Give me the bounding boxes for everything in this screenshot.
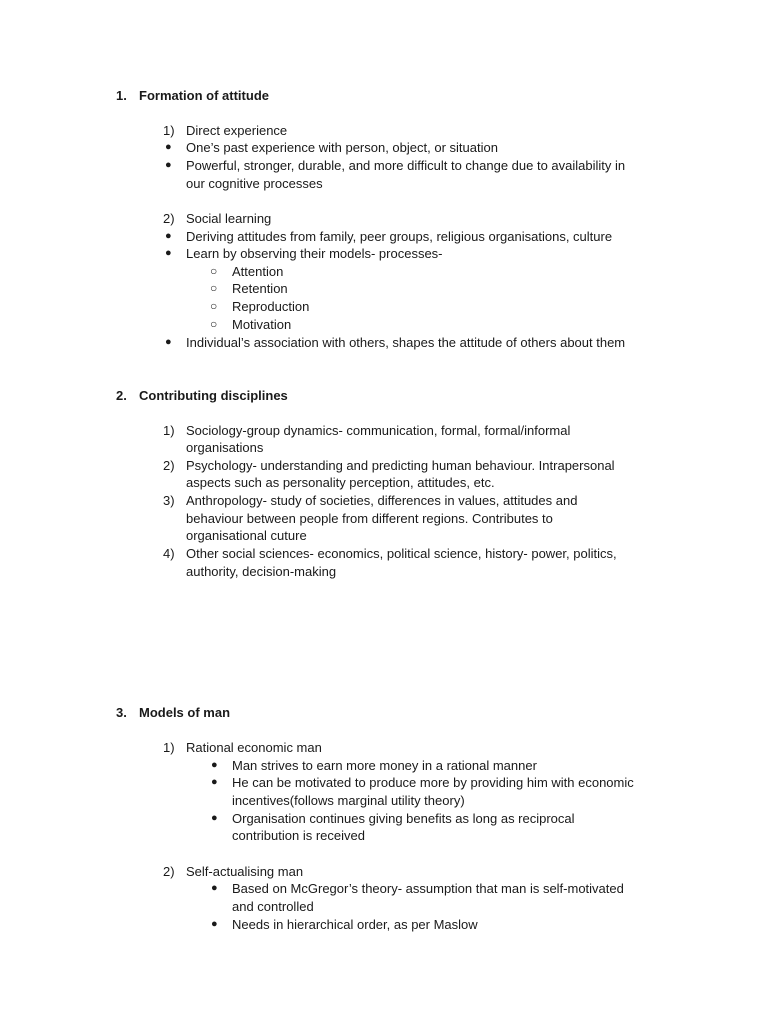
section-number: 2. — [116, 388, 127, 403]
bullet-text: Organisation continues giving benefits as long as reciprocal — [232, 811, 575, 826]
list-item-text: aspects such as personality perception, attitudes, etc. — [186, 475, 495, 490]
list-item-text: Sociology-group dynamics- communication, formal, formal/informal — [186, 423, 571, 438]
bullet-marker: ● — [211, 918, 218, 930]
section-number: 3. — [116, 705, 127, 720]
subsection-title: Self-actualising man — [186, 864, 304, 879]
bullet-marker: ● — [211, 882, 218, 894]
list-item-text: organisational cuture — [186, 528, 307, 543]
bullet-marker: ● — [165, 141, 172, 153]
list-number: 2) — [163, 864, 175, 879]
circle-marker: ○ — [210, 317, 218, 331]
circle-marker: ○ — [210, 299, 218, 313]
list-number: 4) — [163, 546, 175, 561]
list-number: 2) — [163, 211, 175, 226]
list-item-text: organisations — [186, 440, 264, 455]
list-item-text: Anthropology- study of societies, differences in values, attitudes and — [186, 493, 578, 508]
list-number: 1) — [163, 423, 175, 438]
bullet-text: and controlled — [232, 899, 314, 914]
section-number: 1. — [116, 88, 127, 103]
bullet-text: Deriving attitudes from family, peer groups, religious organisations, culture — [186, 229, 613, 244]
list-item-text: behaviour between people from different regions. Contributes to — [186, 511, 553, 526]
list-number: 1) — [163, 740, 175, 755]
list-item-text: Other social sciences- economics, political science, history- power, politics, — [186, 546, 617, 561]
list-number: 3) — [163, 493, 175, 508]
bullet-text: Needs in hierarchical order, as per Maslow — [232, 917, 478, 932]
section-title: Contributing disciplines — [139, 388, 288, 403]
sub-bullet-text: Attention — [232, 264, 284, 279]
bullet-marker: ● — [211, 759, 218, 771]
bullet-marker: ● — [165, 336, 172, 348]
list-number: 1) — [163, 123, 175, 138]
circle-marker: ○ — [210, 264, 218, 278]
circle-marker: ○ — [210, 281, 218, 295]
subsection-title: Direct experience — [186, 123, 288, 138]
bullet-marker: ● — [211, 812, 218, 824]
bullet-text: contribution is received — [232, 828, 365, 843]
sub-bullet-text: Reproduction — [232, 299, 310, 314]
subsection-title: Social learning — [186, 211, 272, 226]
list-item-text: Psychology- understanding and predicting human behaviour. Intrapersonal — [186, 458, 615, 473]
bullet-text: our cognitive processes — [186, 176, 323, 191]
sub-bullet-text: Motivation — [232, 317, 292, 332]
bullet-text: One’s past experience with person, object, or situation — [186, 140, 498, 155]
bullet-text: incentives(follows marginal utility theory) — [232, 793, 465, 808]
subsection-title: Rational economic man — [186, 740, 322, 755]
bullet-text: Powerful, stronger, durable, and more difficult to change due to availability in — [186, 158, 626, 173]
section-title: Models of man — [139, 705, 231, 720]
sub-bullet-text: Retention — [232, 281, 288, 296]
bullet-text: He can be motivated to produce more by providing him with economic — [232, 775, 634, 790]
bullet-text: Learn by observing their models- processes- — [186, 246, 443, 261]
bullet-text: Individual’s association with others, shapes the attitude of others about them — [186, 335, 626, 350]
bullet-text: Based on McGregor’s theory- assumption that man is self-motivated — [232, 881, 624, 896]
list-number: 2) — [163, 458, 175, 473]
list-item-text: authority, decision-making — [186, 564, 337, 579]
section-title: Formation of attitude — [139, 88, 269, 103]
bullet-marker: ● — [165, 159, 172, 171]
bullet-marker: ● — [211, 776, 218, 788]
bullet-text: Man strives to earn more money in a rational manner — [232, 758, 537, 773]
bullet-marker: ● — [165, 230, 172, 242]
bullet-marker: ● — [165, 247, 172, 259]
